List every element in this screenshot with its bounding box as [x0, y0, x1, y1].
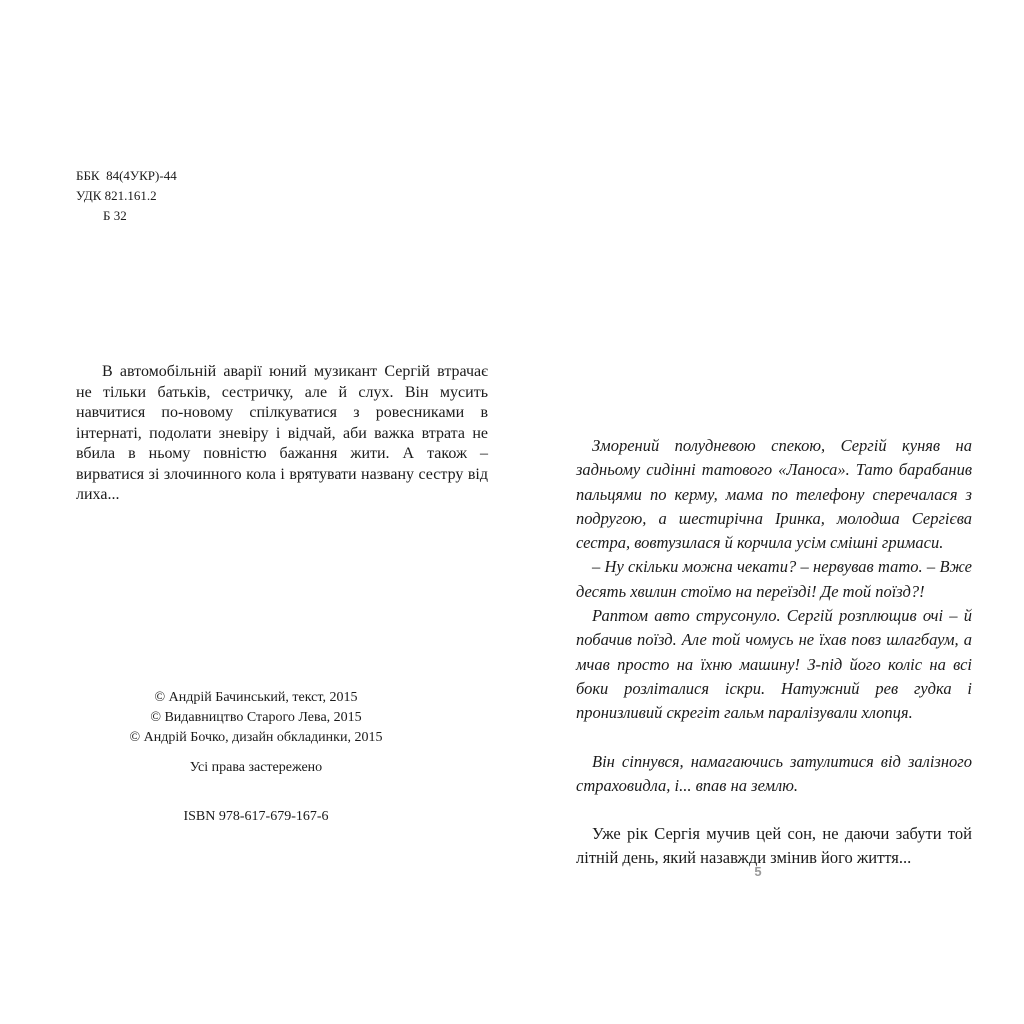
story-paragraph: Уже рік Сергія мучив цей сон, не даючи забути той літній день, який назавжди змінив його життя... — [576, 824, 972, 868]
annotation — [76, 362, 488, 506]
rights-reserved: Усі права застережено — [189, 760, 323, 775]
author-mark: Б 32 — [103, 208, 127, 223]
story-text — [576, 434, 972, 871]
bbk-code: ББК 84(4УКР)-44 — [76, 168, 177, 183]
right-page — [512, 0, 1024, 1024]
udk-code: УДК 821.161.2 — [76, 188, 157, 203]
copyright-publisher: © Видавництво Старого Лева, 2015 — [150, 710, 362, 725]
story-paragraph: Зморений полудневою спекою, Сергій куняв на задньому сидінні татового «Ланоса». Тато барабанив пальцями по керму, мама по телефону сперечалася з подругою, а шестирічна Іринка, молодша Сергієва сестра, вовтузилася й корчила усім смішні гримаси. — [576, 436, 972, 553]
story-paragraph: – Ну скільки можна чекати? – нервував тато. – Вже десять хвилин стоїмо на переїзді! Де той поїзд?! — [576, 557, 972, 601]
copyright-cover-design: © Андрій Бочко, дизайн обкладинки, 2015 — [129, 730, 383, 745]
annotation-text: В автомобільній аварії юний музикант Сергій втрачає не тільки батьків, сестричку, але й слух. Він мусить навчитися по-новому спілкуватися з ровесниками в інтернаті, подолати зневіру і відчай, аби важка втрата не вбила в ньому повністю бажання жити. А також – вирватися зі злочинного кола і врятувати названу сестру від лиха... — [76, 363, 488, 503]
catalog-block — [76, 166, 177, 226]
copyright-text-author: © Андрій Бачинський, текст, 2015 — [154, 690, 358, 705]
copyright-block — [100, 688, 412, 827]
isbn: ISBN 978-617-679-167-6 — [183, 809, 329, 824]
page-number: 5 — [754, 864, 762, 879]
story-paragraph: Він сіпнувся, намагаючись затулитися від залізного страховидла, і... впав на землю. — [576, 751, 972, 795]
story-paragraph: Раптом авто струсонуло. Сергій розплющив очі – й побачив поїзд. Але той чомусь не їхав повз шлагбаум, а мчав просто на їхню машину! З-під його коліс на всі боки розліталися іскри. Натужний рев гудка і пронизливий скрегіт гальм паралізували хлопця. — [576, 606, 972, 723]
